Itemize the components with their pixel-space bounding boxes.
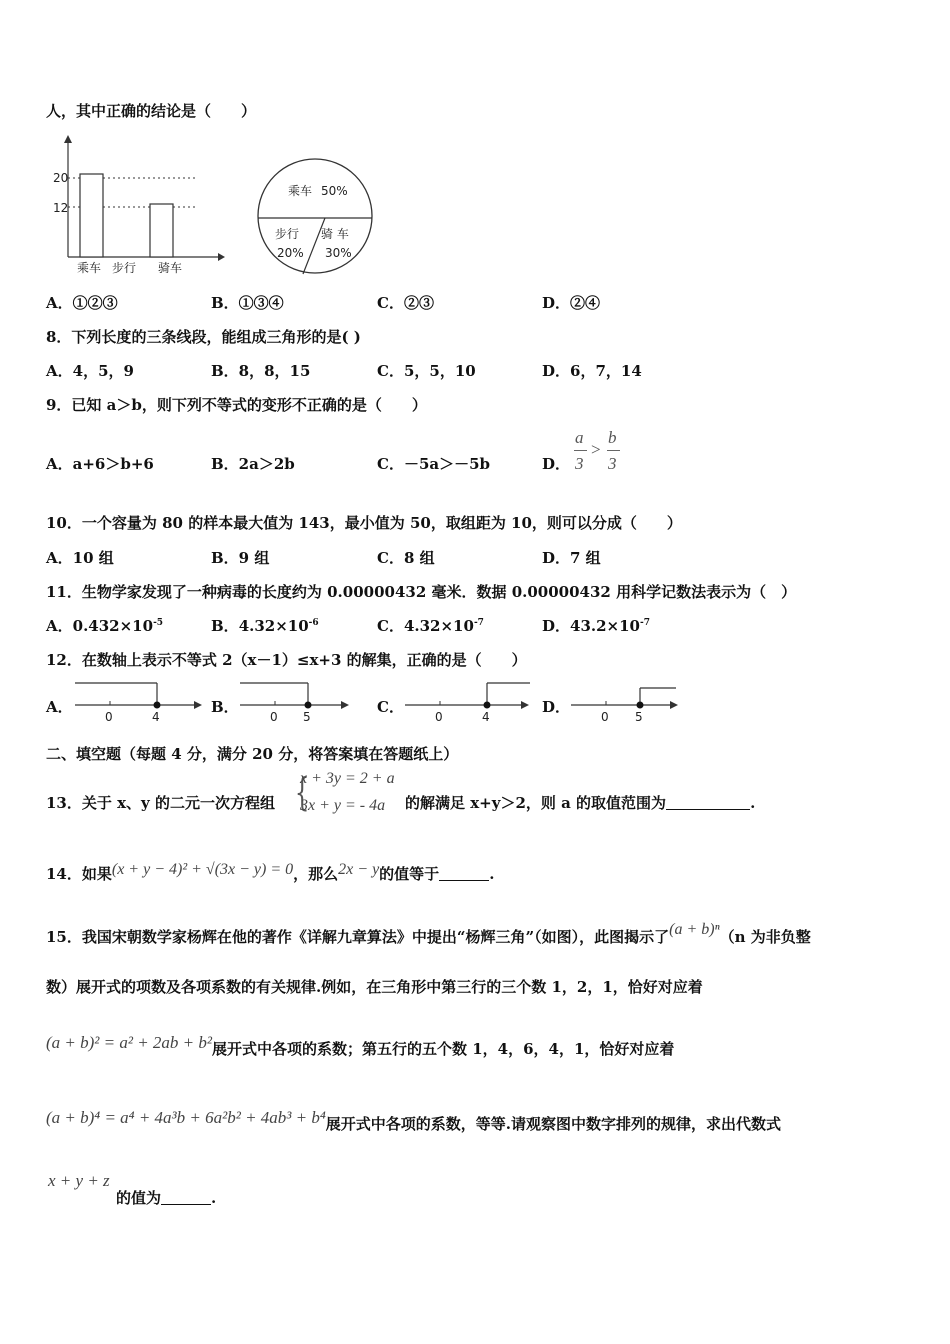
q8-stem: 8．下列长度的三条线段，能组成三角形的是( )	[46, 328, 361, 346]
xlabel-qiche: 骑车	[158, 261, 183, 275]
svg-text:4: 4	[152, 710, 160, 724]
q12-option-b-numberline	[235, 680, 355, 726]
q7-option-c: C．②③	[377, 294, 434, 312]
q8-option-c: C．5，5，10	[377, 362, 476, 380]
bar-chengche	[80, 174, 103, 257]
q11-stem: 11．生物学家发现了一种病毒的长度约为 0.00000432 毫米．数据 0.00000432 用科学记数法表示为（ ）	[46, 583, 797, 601]
q15-line6: 的值为 .	[116, 1189, 217, 1207]
pie-label-buxing: 步行	[275, 227, 300, 241]
pie-pct-qiche: 30%	[325, 246, 352, 260]
q11-option-d: D．$43.2\times 10^{-7}$	[542, 617, 650, 635]
q10-option-a: A．10 组	[46, 549, 114, 567]
q14-expr: (x + y − 4)² + √(3x − y) = 0	[111, 861, 294, 878]
q10-option-d: D．7 组	[542, 549, 601, 567]
q15-expr-ab-n: (a + b)ⁿ	[669, 921, 720, 938]
q9-d-den2: 3	[608, 454, 617, 473]
ytick-12: 12	[53, 201, 69, 215]
q9-option-a: A．a+6＞b+6	[46, 455, 154, 473]
q10-option-b: B．9 组	[211, 549, 270, 567]
q15-expr-ab-2: (a + b)² = a² + 2ab + b²	[46, 1033, 212, 1052]
q12-option-c-label: C．	[377, 698, 404, 716]
q7-bar-chart	[50, 133, 225, 278]
q9-d-den1: 3	[575, 454, 584, 473]
q12-option-a-label: A．	[46, 698, 73, 716]
q15-line3: (a + b)² = a² + 2ab + b²展开式中各项的系数；第五行的五个数 1，4，6，4，1，恰好对应着	[46, 1033, 675, 1058]
q9-option-b: B．2a＞2b	[211, 455, 295, 473]
ytick-20: 20	[53, 171, 69, 185]
q9-option-c: C．－5a＞－5b	[377, 455, 491, 473]
svg-text:0: 0	[105, 710, 113, 724]
q8-option-d: D．6，7，14	[542, 362, 642, 380]
xlabel-buxing: 步行	[112, 261, 137, 275]
q12-option-d-numberline	[566, 680, 686, 726]
q7-option-a: A．①②③	[46, 294, 118, 312]
q12-option-a-numberline	[70, 680, 205, 726]
q12-option-c-numberline	[400, 680, 535, 726]
svg-text:0: 0	[435, 710, 443, 724]
q15-expr-xyz: x + y + z	[48, 1171, 110, 1190]
q7-stem: 人，其中正确的结论是（ ）	[46, 102, 257, 120]
q13-system: { x + 3y = 2 + a 3x + y = - 4a	[294, 770, 395, 814]
bar-qiche	[150, 204, 173, 257]
q13-eq1: x + 3y = 2 + a	[300, 770, 395, 787]
q12-stem: 12．在数轴上表示不等式 2（x－1）≤x+3 的解集，正确的是（ ）	[46, 651, 527, 669]
q15-line2: 数）展开式的项数及各项系数的有关规律.例如，在三角形中第三行的三个数 1，2，1，恰好对应着	[46, 978, 703, 996]
q14-line: 14．如果(x + y − 4)² + √(3x − y) = 0，那么2x − y的值等于 .	[46, 861, 495, 883]
q14-expr2: 2x − y	[338, 861, 380, 878]
svg-text:0: 0	[270, 710, 278, 724]
q9-d-fraction	[572, 428, 632, 478]
pie-label-qiche: 骑 车	[321, 227, 349, 241]
q12-option-d-label: D．	[542, 698, 571, 716]
q15-answer-blank[interactable]	[161, 1190, 211, 1205]
svg-text:4: 4	[482, 710, 490, 724]
q13-post: 的解满足 x+y＞2，则 a 的取值范围为 .	[405, 794, 756, 812]
q10-stem: 10．一个容量为 80 的样本最大值为 143，最小值为 50，取组距为 10，则可以分成（ ）	[46, 514, 682, 532]
q11-option-b: B．$4.32\times 10^{-6}$	[211, 617, 319, 635]
q7-option-d: D．②④	[542, 294, 601, 312]
q13-answer-blank[interactable]	[666, 795, 750, 810]
pie-pct-buxing: 20%	[277, 246, 304, 260]
q8-option-b: B．8，8，15	[211, 362, 311, 380]
section-2-heading: 二、填空题（每题 4 分，满分 20 分，将答案填在答题纸上）	[46, 745, 459, 763]
q9-d-num1: a	[575, 428, 584, 447]
svg-text:5: 5	[303, 710, 311, 724]
q15-line1: 15．我国宋朝数学家杨辉在他的著作《详解九章算法》中提出“杨辉三角”（如图），此图揭示了(a + b)ⁿ（n 为非负整	[46, 921, 811, 946]
q10-option-c: C．8 组	[377, 549, 435, 567]
q9-stem: 9．已知 a＞b，则下列不等式的变形不正确的是（ ）	[46, 396, 427, 414]
svg-text:0: 0	[601, 710, 609, 724]
q13-eq2: 3x + y = - 4a	[300, 797, 386, 814]
pie-label-chengche: 乘车	[288, 184, 313, 198]
q7-pie-chart	[255, 156, 375, 276]
q8-option-a: A．4，5，9	[46, 362, 134, 380]
q12-option-b-label: B．	[211, 698, 239, 716]
q14-answer-blank[interactable]	[439, 866, 489, 881]
q15-line4: (a + b)⁴ = a⁴ + 4a³b + 6a²b² + 4ab³ + b⁴展开式中各项的系数，等等.请观察图中数字排列的规律，求出代数式	[46, 1108, 782, 1133]
q11-option-a: A．$0.432\times 10^{-5}$	[46, 617, 164, 635]
xlabel-chengche: 乘车	[77, 261, 102, 275]
q15-expr-ab-4: (a + b)⁴ = a⁴ + 4a³b + 6a²b² + 4ab³ + b⁴	[46, 1108, 326, 1127]
svg-text:5: 5	[635, 710, 643, 724]
q9-d-rel: >	[591, 440, 601, 459]
q7-option-b: B．①③④	[211, 294, 284, 312]
q9-d-num2: b	[608, 428, 617, 447]
q9-option-d: D．	[542, 455, 571, 473]
q11-option-c: C．$4.32\times 10^{-7}$	[377, 617, 484, 635]
q13-pre: 13．关于 x、y 的二元一次方程组	[46, 794, 275, 812]
pie-pct-chengche: 50%	[321, 184, 348, 198]
